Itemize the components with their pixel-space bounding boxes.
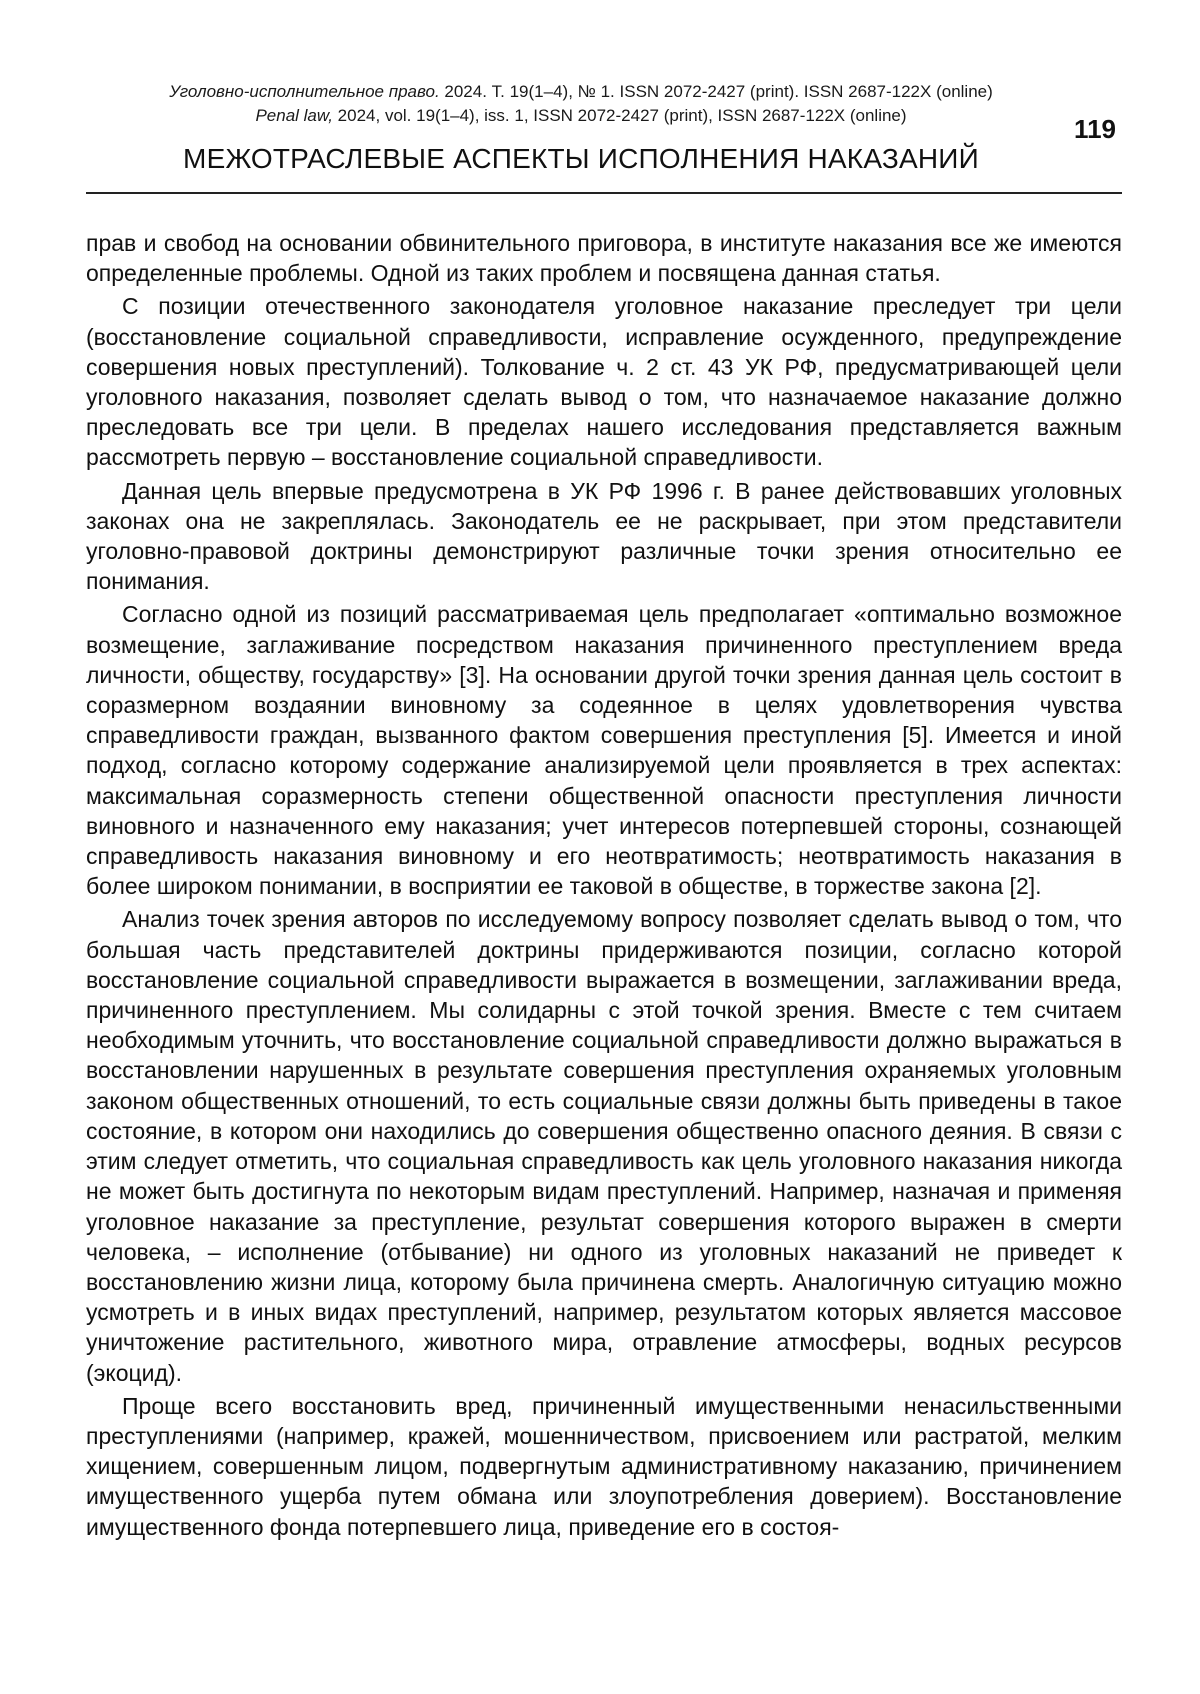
journal-title-ru: Уголовно-исполнительное право. xyxy=(169,82,439,101)
paragraph: С позиции отечественного законодателя уголовное наказание преследует три цели (восстановление социальной справедливости, исправление осужденного, предупре­ждение совершения новых преступлений). Толкование ч. 2 ст. 43 УК РФ, предусматри­вающей цели уголовного наказания, позволяет сделать вывод о том, что назначаемое наказание должно преследовать все три цели. В пределах нашего исследования пред­ставляется важным рассмотреть первую – восстановление социальной справедливости. xyxy=(86,291,1122,472)
journal-title-en: Penal law, xyxy=(255,106,333,125)
header-divider xyxy=(86,192,1122,194)
journal-details-en: 2024, vol. 19(1–4), iss. 1, ISSN 2072-2427 (print), ISSN 2687-122X (online) xyxy=(333,106,907,125)
paragraph: Данная цель впервые предусмотрена в УК РФ 1996 г. В ранее действовавших уго­ловных законах она не закреплялась. Законодатель ее не раскрывает, при этом пред­ставители уголовно-правовой доктрины демонстрируют различные точки зрения отно­сительно ее понимания. xyxy=(86,476,1122,597)
journal-citation-en xyxy=(86,104,1122,128)
paragraph: Анализ точек зрения авторов по исследуемому вопросу позволяет сделать вывод о том, что большая часть представителей доктрины придерживаются позиции, согласно которой восстановление социальной справедливости выражается в возмещении, за­глаживании вреда, причиненного преступлением. Мы солидарны с этой точкой зрения. Вместе с тем считаем необходимым уточнить, что восстановление социальной спра­ведливости должно выражаться в восстановлении нарушенных в результате соверше­ния преступления охраняемых уголовным законом общественных отношений, то есть социальные связи должны быть приведены в такое состояние, в котором они находи­лись до совершения общественно опасного деяния. В связи с этим следует отметить, что социальная справедливость как цель уголовного наказания никогда не может быть достигнута по некоторым видам преступлений. Например, назначая и применяя уго­ловное наказание за преступление, результат совершения которого выражен в смерти человека, – исполнение (отбывание) ни одного из уголовных наказаний не приведет к восстановлению жизни лица, которому была причинена смерть. Аналогичную ситуацию можно усмотреть и в иных видах преступлений, например, результатом которых явля­ется массовое уничтожение растительного, животного мира, отравление атмосферы, водных ресурсов (экоцид). xyxy=(86,904,1122,1387)
paragraph: Согласно одной из позиций рассматриваемая цель предполагает «оптимально воз­можное возмещение, заглаживание посредством наказания причиненного преступле­нием вреда личности, обществу, государству» [3]. На основании другой точки зрения данная цель состоит в соразмерном воздаянии виновному за содеянное в целях удов­летворения чувства справедливости граждан, вызванного фактом совершения пре­ступления [5]. Имеется и иной подход, согласно которому содержание анализируемой цели проявляется в трех аспектах: максимальная соразмерность степени обществен­ной опасности преступления личности виновного и назначенного ему наказания; учет интересов потерпевшей стороны, сознающей справедливость наказания виновному и его неотвратимость; неотвратимость наказания в более широком понимании, в воспри­ятии ее таковой в обществе, в торжестве закона [2]. xyxy=(86,599,1122,901)
paragraph: Проще всего восстановить вред, причиненный имущественными ненасильственны­ми преступлениями (например, кражей, мошенничеством, присвоением или растратой, мелким хищением, совершенным лицом, подвергнутым административному наказанию, причинением имущественного ущерба путем обмана или злоупотребления доверием). Восстановление имущественного фонда потерпевшего лица, приведение его в состоя- xyxy=(86,1391,1122,1542)
journal-citation-ru xyxy=(86,80,1122,104)
journal-page xyxy=(0,0,1200,1694)
section-title: МЕЖОТРАСЛЕВЫЕ АСПЕКТЫ ИСПОЛНЕНИЯ НАКАЗАНИЙ xyxy=(86,142,1122,176)
paragraph-continuation: прав и свобод на основании обвинительного приговора, в институте наказания все же имеются определенные проблемы. Одной из таких проблем и посвящена данная статья. xyxy=(86,228,1122,288)
page-number: 119 xyxy=(1074,114,1116,145)
journal-details-ru: 2024. Т. 19(1–4), № 1. ISSN 2072-2427 (print). ISSN 2687-122X (online) xyxy=(440,82,993,101)
article-body xyxy=(86,228,1122,1545)
page-header xyxy=(86,80,1122,176)
